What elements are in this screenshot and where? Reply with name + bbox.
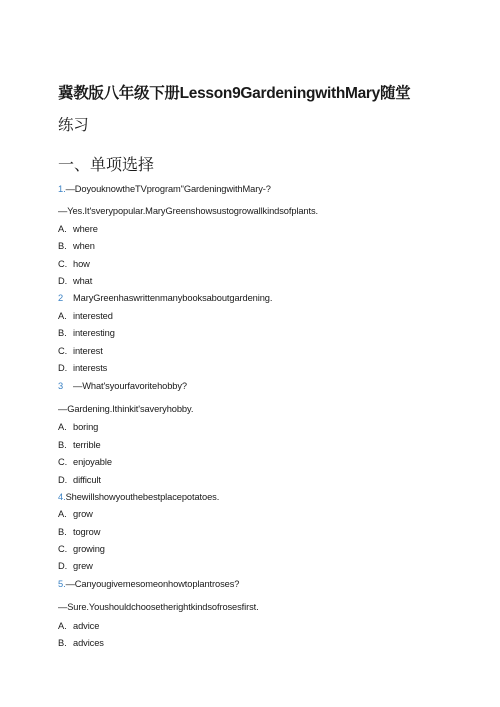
question-2-option-b — [58, 328, 115, 338]
option-letter: D. — [58, 561, 68, 571]
question-3-option-d — [58, 475, 101, 485]
option-letter: B. — [58, 328, 67, 338]
question-text: Shewillshowyouthebestplacepotatoes. — [65, 492, 220, 502]
option-letter: B. — [58, 440, 67, 450]
option-text: enjoyable — [73, 457, 112, 467]
question-5-stem — [58, 579, 239, 589]
option-letter: A. — [58, 311, 67, 321]
question-3-option-c — [58, 457, 112, 467]
question-2-option-c — [58, 346, 103, 356]
question-5-option-a — [58, 621, 99, 631]
question-1-option-a — [58, 224, 98, 234]
document-title-line-2: 练习 — [58, 117, 89, 134]
question-2-stem — [58, 293, 272, 303]
question-3-option-a — [58, 422, 98, 432]
option-letter: A. — [58, 509, 67, 519]
option-text: terrible — [73, 440, 101, 450]
question-4-stem — [58, 492, 219, 502]
option-text: what — [73, 276, 93, 286]
option-letter: C. — [58, 259, 68, 269]
option-text: when — [73, 241, 95, 251]
section-heading: 一、单项选择 — [58, 157, 155, 174]
question-number: 5. — [58, 579, 66, 589]
option-letter: D. — [58, 363, 68, 373]
option-text: advices — [73, 638, 104, 648]
option-letter: C. — [58, 544, 68, 554]
option-letter: A. — [58, 621, 67, 631]
option-letter: B. — [58, 527, 67, 537]
option-text: advice — [73, 621, 100, 631]
question-1-option-c — [58, 259, 90, 269]
question-2-option-d — [58, 363, 107, 373]
question-1-option-b — [58, 241, 95, 251]
question-5-reply: —Sure.Youshouldchoosetherightkindsofrosesfirst. — [58, 602, 259, 612]
question-1-option-d — [58, 276, 92, 286]
option-letter: A. — [58, 422, 67, 432]
question-text: —What'syourfavoritehobby? — [73, 381, 187, 391]
option-letter: D. — [58, 475, 68, 485]
option-text: grow — [73, 509, 93, 519]
option-text: grew — [73, 561, 93, 571]
question-3-reply: —Gardening.Ithinkit'saveryhobby. — [58, 404, 194, 414]
option-text: interested — [73, 311, 113, 321]
question-number: 3 — [58, 381, 64, 391]
question-3-stem — [58, 381, 187, 391]
option-letter: A. — [58, 224, 67, 234]
option-text: interests — [73, 363, 108, 373]
option-text: togrow — [73, 527, 101, 537]
question-3-option-b — [58, 440, 101, 450]
question-4-option-b — [58, 527, 100, 537]
option-letter: C. — [58, 457, 68, 467]
question-4-option-c — [58, 544, 105, 554]
option-text: how — [73, 259, 90, 269]
question-text: —DoyouknowtheTVprogram"GardeningwithMary-? — [65, 184, 271, 194]
question-number: 4. — [58, 492, 66, 502]
question-text: —Canyougivemesomeonhowtoplantroses? — [65, 579, 240, 589]
option-letter: B. — [58, 638, 67, 648]
option-text: growing — [73, 544, 105, 554]
option-text: boring — [73, 422, 99, 432]
question-4-option-a — [58, 509, 93, 519]
option-text: where — [73, 224, 98, 234]
option-text: interest — [73, 346, 103, 356]
option-text: difficult — [73, 475, 101, 485]
question-1-stem — [58, 184, 271, 194]
question-1-reply: —Yes.It'sverypopular.MaryGreenshowsustogrowallkindsofplants. — [58, 206, 319, 216]
option-text: interesting — [73, 328, 115, 338]
document-title-line-1: 冀教版八年级下册Lesson9GardeningwithMary随堂 — [58, 85, 411, 102]
question-2-option-a — [58, 311, 113, 321]
option-letter: C. — [58, 346, 68, 356]
question-number: 1. — [58, 184, 66, 194]
question-text: MaryGreenhaswrittenmanybooksaboutgardening. — [73, 293, 273, 303]
option-letter: B. — [58, 241, 67, 251]
question-5-option-b — [58, 638, 104, 648]
option-letter: D. — [58, 276, 68, 286]
question-number: 2 — [58, 293, 64, 303]
question-4-option-d — [58, 561, 93, 571]
